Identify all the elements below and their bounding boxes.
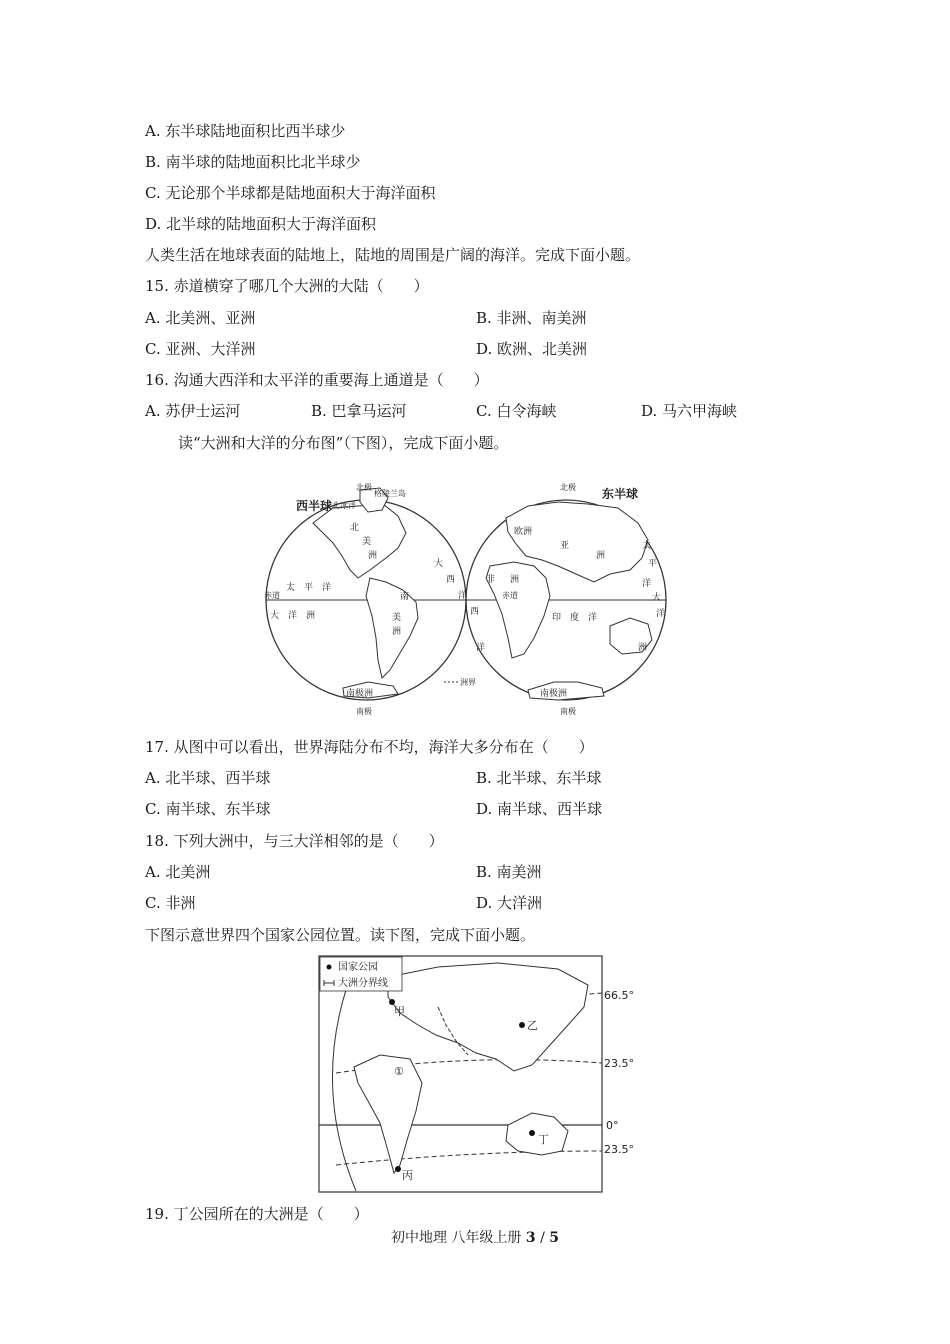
na-label-1: 北 <box>350 523 360 533</box>
q15-option-a: A. 北美洲、亚洲 <box>145 309 256 327</box>
indian-ocean-label: 印 度 洋 <box>552 613 598 623</box>
boundary-legend <box>444 677 476 687</box>
lat-23-5s-label: 23.5° <box>604 1143 634 1156</box>
equator-label-west: 赤道 <box>264 591 280 600</box>
atlantic-label-3: 洋 <box>458 591 468 601</box>
q15-option-b: B. 非洲、南美洲 <box>476 309 587 327</box>
q15-option-d: D. 欧洲、北美洲 <box>476 340 588 358</box>
q15-option-c: C. 亚洲、大洋洲 <box>145 340 256 358</box>
footer-sep: / <box>535 1230 550 1246</box>
marker-1-label: ① <box>394 1065 404 1078</box>
q17-option-a: A. 北半球、西半球 <box>145 769 271 787</box>
q17-option-c: C. 南半球、东半球 <box>145 800 271 818</box>
atlantic-label-2: 西 <box>446 575 456 585</box>
pacific-west-label: 太 平 洋 <box>286 583 332 593</box>
east-hemisphere-title: 东半球 <box>602 487 639 501</box>
north-pole-label-east: 北极 <box>560 483 576 492</box>
q16-stem: 16. 沟通大西洋和太平洋的重要海上通道是（ ） <box>145 371 489 389</box>
atlantic-label-1: 大 <box>434 559 444 569</box>
intro-19: 下图示意世界四个国家公园位置。读下图，完成下面小题。 <box>145 926 536 944</box>
asia-label-2: 洲 <box>596 551 606 561</box>
q15-stem: 15. 赤道横穿了哪几个大洲的大陆（ ） <box>145 277 429 295</box>
pacific-east-label-1: 太 <box>642 541 652 551</box>
south-pole-label-west: 南极 <box>356 707 372 716</box>
antarctica-label-east: 南极洲 <box>540 689 568 699</box>
pacific-east-label-3: 洋 <box>642 579 652 589</box>
footer-total: 5 <box>549 1230 560 1246</box>
q17-option-d: D. 南半球、西半球 <box>476 800 603 818</box>
legend-boundary-label: 大洲分界线 <box>338 978 388 989</box>
oceania-west-label: 大 洋 洲 <box>270 611 316 621</box>
hemisphere-map <box>258 478 678 718</box>
q16-option-b: B. 巴拿马运河 <box>311 402 407 420</box>
africa-label-2: 洲 <box>510 575 520 585</box>
q17-option-b: B. 北半球、东半球 <box>476 769 602 787</box>
q19-stem: 19. 丁公园所在的大洲是（ ） <box>145 1205 369 1223</box>
park-yi-dot <box>519 1022 525 1028</box>
sa-label-2: 美 <box>392 613 402 623</box>
legend-park-label: 国家公园 <box>338 962 378 973</box>
q14-option-b: B. 南半球的陆地面积比北半球少 <box>145 153 361 171</box>
q17-stem: 17. 从图中可以看出，世界海陆分布不均，海洋大多分布在（ ） <box>145 738 594 756</box>
national-park-map <box>318 955 640 1195</box>
north-pole-label-west: 北极 <box>356 483 372 492</box>
q14-option-d: D. 北半球的陆地面积大于海洋面积 <box>145 215 377 233</box>
q18-stem: 18. 下列大洲中，与三大洋相邻的是（ ） <box>145 832 444 850</box>
asia-label-1: 亚 <box>560 541 570 551</box>
na-label-3: 洲 <box>368 551 378 561</box>
lat-66-5-label: 66.5° <box>604 989 634 1002</box>
atlantic-east-label-2: 洋 <box>476 643 486 653</box>
page-footer <box>0 1227 950 1247</box>
footer-page: 3 <box>525 1230 536 1246</box>
sa-label-1: 南 <box>400 592 410 602</box>
park-jia-label: 甲 <box>394 1005 405 1018</box>
q18-option-c: C. 非洲 <box>145 894 196 912</box>
boundary-legend-label: 洲界 <box>460 678 476 687</box>
oceania-east-label-3: 洲 <box>638 643 648 653</box>
sa-label-3: 洲 <box>392 627 402 637</box>
west-hemisphere-title: 西半球 <box>296 499 333 513</box>
equator-label-east: 赤道 <box>502 591 518 600</box>
lat-23-5n-label: 23.5° <box>604 1057 634 1070</box>
lat-0-label: 0° <box>606 1119 619 1132</box>
antarctica-label-west: 南极洲 <box>346 689 374 699</box>
pacific-east-label-2: 平 <box>648 559 658 569</box>
q16-option-a: A. 苏伊士运河 <box>145 402 241 420</box>
q18-option-d: D. 大洋洲 <box>476 894 543 912</box>
q18-option-b: B. 南美洲 <box>476 863 542 881</box>
oceania-east-label-1: 大 <box>652 593 662 603</box>
intro-17-18: 读“大洲和大洋的分布图”（下图），完成下面小题。 <box>178 434 509 452</box>
europe-label: 欧洲 <box>514 527 533 537</box>
atlantic-east-label: 西 <box>470 607 480 617</box>
oceania-east-label-2: 洋 <box>656 609 666 619</box>
footer-text: 初中地理 八年级上册 <box>390 1230 526 1246</box>
park-ding-dot <box>529 1130 535 1136</box>
arctic-ocean-label: 北冰洋 <box>332 501 356 510</box>
park-ding-label: 丁 <box>538 1133 549 1146</box>
q18-option-a: A. 北美洲 <box>145 863 211 881</box>
q16-option-d: D. 马六甲海峡 <box>641 402 738 420</box>
na-label-2: 美 <box>362 537 372 547</box>
q14-option-a: A. 东半球陆地面积比西半球少 <box>145 122 346 140</box>
park-bing-label: 丙 <box>402 1169 413 1182</box>
greenland-label: 格陵兰岛 <box>374 489 406 498</box>
africa-label-1: 非 <box>486 575 496 585</box>
intro-15-16: 人类生活在地球表面的陆地上，陆地的周围是广阔的海洋。完成下面小题。 <box>145 246 641 264</box>
q16-option-c: C. 白令海峡 <box>476 402 557 420</box>
q14-option-c: C. 无论那个半球都是陆地面积大于海洋面积 <box>145 184 436 202</box>
park-bing-dot <box>395 1166 401 1172</box>
park-yi-label: 乙 <box>527 1019 538 1032</box>
south-pole-label-east: 南极 <box>560 707 576 716</box>
